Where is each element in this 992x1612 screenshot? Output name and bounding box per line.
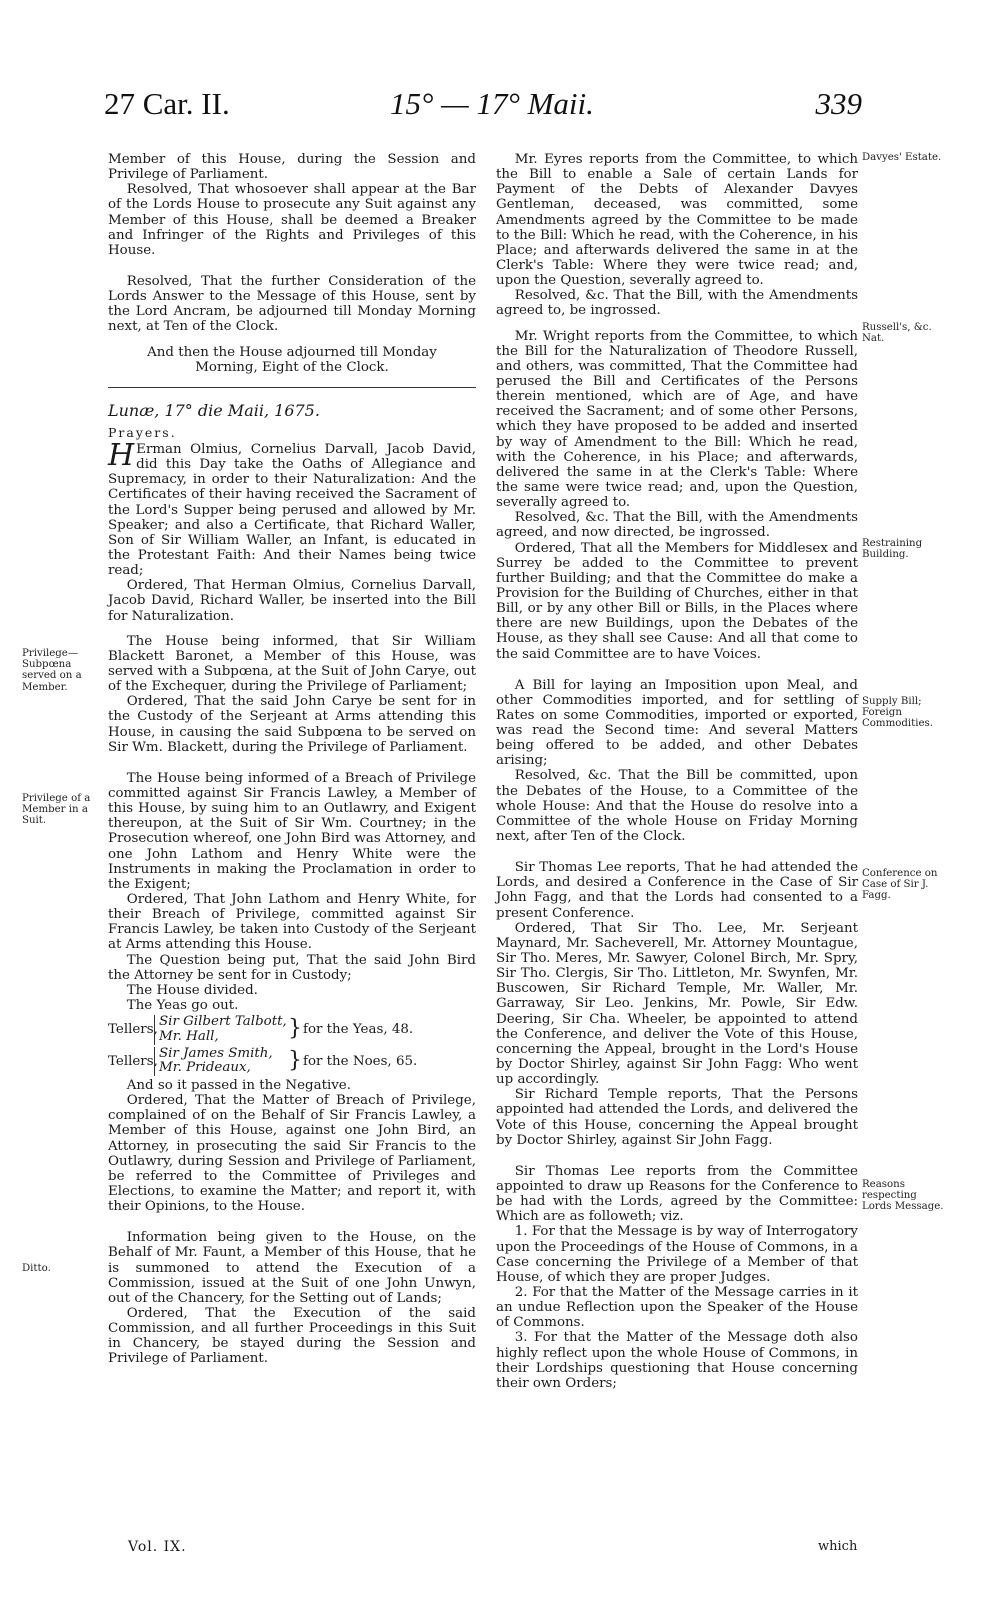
- drop-cap: H: [108, 438, 135, 474]
- tellers-yeas: [108, 1015, 476, 1044]
- paragraph: Resolved, &c. That the Bill be committed, upon the Debates of the House, to a Committee of the whole House: And that the House do resolve into a Committee of the whole House on Friday Morning next, after Ten of the Clock.: [496, 768, 858, 845]
- paragraph: Ordered, That Herman Olmius, Cornelius Darvall, Jacob David, Richard Waller, be inserted into the Bill for Naturalization.: [108, 578, 476, 624]
- reason-item: 2. For that the Matter of the Message carries in it an undue Reflection upon the Speaker of the House of Commons.: [496, 1284, 858, 1331]
- section-divider: [108, 387, 476, 388]
- paragraph: Information being given to the House, on the Behalf of Mr. Faunt, a Member of this House, that he is summoned to attend the Execution of a Commission, issued at the Suit of one John Unwyn, out of the Chancery, for the Setting out of Lands;: [108, 1230, 476, 1306]
- teller-names: Sir James Smith, Mr. Prideaux,: [154, 1047, 287, 1076]
- paragraph: A Bill for laying an Imposition upon Meal, and other Commodities imported, and for settling of Rates on some Commodities, imported or exported, was read the Second time: And several Matters being offered to be added, and other Debates arising;: [496, 677, 858, 769]
- margin-note: Russell's, &c. Nat.: [862, 322, 932, 345]
- page-number: 339: [815, 86, 862, 121]
- paragraph: Sir Thomas Lee reports, That he had attended the Lords, and desired a Conference in the Case of Sir John Fagg, and that the Lords had consented to a present Conference.: [496, 860, 858, 921]
- brace-icon: }: [288, 1016, 302, 1042]
- paragraph: Ordered, That the said John Carye be sent for in the Custody of the Serjeant at Arms attending this House, in causing the said Subpœna to be served on Sir Wm. Blackett, during the Privilege of Parliament.: [108, 694, 476, 755]
- paragraph: Ordered, That the Execution of the said Commission, and all further Proceedings in this Suit in Chancery, be stayed during the Session and Privilege of Parliament.: [108, 1306, 476, 1367]
- paragraph: Ordered, That John Lathom and Henry White, for their Breach of Privilege, committed against Sir Francis Lawley, be taken into Custody of the Serjeant at Arms attending this House.: [108, 891, 476, 953]
- paragraph: Resolved, &c. That the Bill, with the Amendments agreed, and now directed, be ingrossed.: [496, 510, 858, 541]
- right-column: [496, 152, 858, 1391]
- paragraph: Resolved, &c. That the Bill, with the Amendments agreed to, be ingrossed.: [496, 288, 858, 319]
- margin-note: Davyes' Estate.: [862, 152, 942, 163]
- sitting-date: Lunæ, 17° die Maii, 1675.: [108, 400, 320, 420]
- paragraph: Member of this House, during the Session and Privilege of Parliament.: [108, 152, 476, 183]
- volume-signature: Vol. IX.: [128, 1539, 187, 1555]
- reason-item: 3. For that the Matter of the Message doth also highly reflect upon the whole House of Commons, in their Lordships questioning that House concerning their own Orders;: [496, 1330, 858, 1391]
- margin-note: Restraining Building.: [862, 538, 923, 561]
- paragraph-naturalization-oaths: H Erman Olmius, Cornelius Darvall, Jacob David, did this Day take the Oaths of Allegiance and Supremacy, in order to their Naturalization: And the Certificates of their having received the Sacrament of the Lord's Supper being perused and allowed by Mr. Speaker; and also a Certificate, that Richard Waller, Son of Sir William Waller, an Infant, is educated in the Protestant Faith: And their Names being twice read;: [108, 438, 476, 579]
- margin-note: Supply Bill; Foreign Commodities.: [862, 696, 934, 730]
- paragraph: Mr. Eyres reports from the Committee, to which the Bill to enable a Sale of certain Lands for Payment of the Debts of Alexander Davyes Gentleman, deceased, was committed, some Amendments agreed by the Committee to be made to the Bill: Which he read, with the Coherence, in his Place; and afterwards delivered the same in at the Clerk's Table: Where they were twice read; and, upon the Question, severally agreed to.: [496, 152, 858, 289]
- paragraph: The House divided.: [126, 982, 258, 998]
- paragraph: Ordered, That Sir Tho. Lee, Mr. Serjeant Maynard, Mr. Sacheverell, Mr. Attorney Mountague, Sir Tho. Meres, Mr. Sawyer, Colonel Birch, Mr. Spry, Sir Tho. Clergis, Sir Tho. Littleton, Mr. Swynfen, Mr. Buscowen, Sir Richard Temple, Mr. Waller, Mr. Garraway, Sir Leo. Jenkins, Mr. Powle, Sir Edw. Deering, Sir Cha. Wheeler, be appointed to attend the Conference, and deliver the Vote of this House, concerning the Appeal, brought in the Lord's House by Doctor Shirley, against Sir John Fagg: Who went up accordingly.: [496, 920, 858, 1088]
- paragraph: Resolved, That the further Consideration of the Lords Answer to the Message of this House, sent by the Lord Ancram, be adjourned till Monday Morning next, at Ten of the Clock.: [108, 273, 476, 335]
- catchword: which: [818, 1539, 858, 1554]
- division-result: for the Yeas, 48.: [303, 1022, 414, 1038]
- adjournment-notice: And then the House adjourned till Monday Morning, Eight of the Clock.: [147, 344, 437, 375]
- paragraph: The House being informed of a Breach of Privilege committed against Sir Francis Lawley, a Member of this House, by suing him to an Outlawry, and Exigent thereupon, at the Suit of Sir Wm. Courtney; in the Prosecution whereof, one John Bird was Attorney, and one John Lathom and Henry White were the Instruments in making the Proclamation in order to the Exigent;: [108, 770, 476, 892]
- paragraph: Ordered, That all the Members for Middlesex and Surrey be added to the Committee to prevent further Building; and that the Committee do make a Provision for the Building of Churches, either in that Bill, or by any other Bill or Bills, in the Places where there are new Buildings, upon the Debates of the House, as they shall see Cause: And all that come to the said Committee are to have Voices.: [496, 540, 858, 662]
- paragraph: Mr. Wright reports from the Committee, to which the Bill for the Naturalization of Theodore Russell, and others, was committed, That the Committee had perused the Bill and Certificates of the Persons therein mentioned, which are of Age, and have received the Sacrament; and of some other Persons, which they have proposed to be added and inserted by way of Amendment to the Bill: Which he read, with the Coherence, in his Place; and afterwards, delivered the same in at the Clerk's Table: Where the same were twice read; and, upon the Question, severally agreed to.: [496, 328, 858, 511]
- paragraph: The House being informed, that Sir William Blackett Baronet, a Member of this House, was served with a Subpœna, at the Suit of John Carye, out of the Exchequer, during the Privilege of Parliament;: [108, 633, 476, 695]
- margin-note: Ditto.: [22, 1263, 51, 1274]
- paragraph: Sir Thomas Lee reports from the Committee appointed to draw up Reasons for the Conference to be had with the Lords, agreed by the Committee: Which are as followeth; viz.: [496, 1163, 858, 1225]
- left-column: [108, 152, 476, 1367]
- paragraph: Sir Richard Temple reports, That the Persons appointed had attended the Lords, and delivered the Vote of this House, concerning the Appeal brought by Doctor Shirley, against Sir John Fagg.: [496, 1087, 858, 1148]
- division-result: for the Noes, 65.: [303, 1053, 418, 1069]
- margin-note: Conference on Case of Sir J. Fagg.: [862, 868, 938, 902]
- teller-names: Sir Gilbert Talbott, Mr. Hall,: [154, 1015, 287, 1044]
- tellers-label: Tellers,: [108, 1053, 158, 1069]
- running-header-dates: 15° — 17° Maii.: [390, 86, 594, 121]
- tellers-noes: [108, 1047, 476, 1076]
- margin-note: Privilege— Subpœna served on a Member.: [22, 648, 82, 693]
- tellers-label: Tellers,: [108, 1022, 158, 1038]
- paragraph: The Question being put, That the said John Bird the Attorney be sent for in Custody;: [108, 952, 476, 983]
- paragraph: Resolved, That whosoever shall appear at the Bar of the Lords House to prosecute any Suit against any Member of this House, shall be deemed a Breaker and Infringer of the Rights and Privileges of this House.: [108, 182, 476, 258]
- paragraph: And so it passed in the Negative.: [126, 1078, 351, 1094]
- brace-icon: }: [288, 1047, 302, 1073]
- margin-note: Privilege of a Member in a Suit.: [22, 793, 91, 827]
- margin-note: Reasons respecting Lords Message.: [862, 1179, 944, 1213]
- running-header-regnal-year: 27 Car. II.: [104, 86, 230, 121]
- paragraph: The Yeas go out.: [126, 997, 239, 1013]
- prayers-heading: Prayers.: [108, 424, 177, 440]
- reason-item: 1. For that the Message is by way of Interrogatory upon the Proceedings of the House of Commons, in a Case concerning the Privilege of a Member of that House, of which they are proper Judges.: [496, 1224, 858, 1285]
- paragraph: Ordered, That the Matter of Breach of Privilege, complained of on the Behalf of Sir Francis Lawley, a Member of this House, against one John Bird, an Attorney, in prosecuting the said Sir Francis to the Outlawry, during Session and Privilege of Parliament, be referred to the Committee of Privileges and Elections, to examine the Matter; and report it, with their Opinions, to the House.: [108, 1093, 476, 1215]
